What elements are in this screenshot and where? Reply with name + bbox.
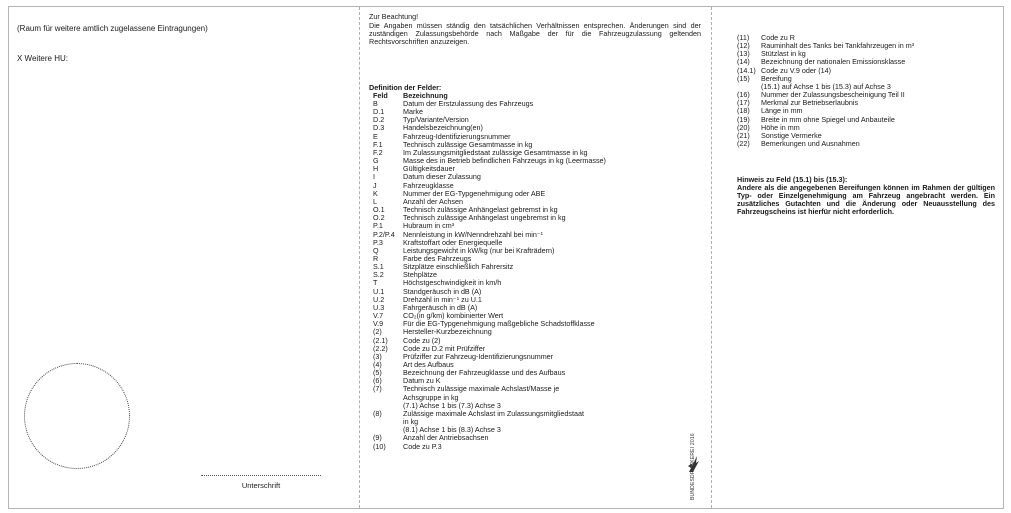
field-description: Technisch zulässige Anhängelast gebremst in kg <box>403 205 558 215</box>
field-row <box>369 443 689 451</box>
field-code: V.9 <box>373 319 384 329</box>
field-row <box>737 140 997 148</box>
field-description: Marke <box>403 107 423 117</box>
field-description: Höchstgeschwindigkeit in km/h <box>403 278 502 288</box>
field-description: Standgeräusch in dB (A) <box>403 286 482 296</box>
field-list-continued <box>737 34 997 148</box>
field-description: Code zu R <box>761 33 795 42</box>
field-description: Bemerkungen und Ausnahmen <box>761 139 860 149</box>
field-description: Technisch zulässige Anhängelast ungebremst in kg <box>403 213 566 223</box>
printer-imprint <box>686 402 700 502</box>
field-description: Rauminhalt des Tanks bei Tankfahrzeugen in m³ <box>761 41 915 51</box>
field-description: Im Zulassungsmitgliedstaat zulässige Gesamtmasse in kg <box>403 147 588 157</box>
middle-panel <box>361 7 709 508</box>
field-code: R <box>373 253 379 263</box>
field-description: Drehzahl in min⁻¹ zu U.1 <box>403 294 482 304</box>
field-code: S.1 <box>373 262 384 272</box>
field-description: Code zu (2) <box>403 335 441 345</box>
official-stamp-area <box>24 363 130 469</box>
field-description: Bezeichnung der Fahrzeugklasse und des Aufbaus <box>403 368 566 378</box>
field-description: (15.1) auf Achse 1 bis (15.3) auf Achse 3 <box>761 81 891 91</box>
field-description: Sonstige Vermerke <box>761 130 822 140</box>
field-code: E <box>373 131 378 141</box>
field-description: Anzahl der Achsen <box>403 196 463 206</box>
field-description: Nummer der EG-Typgenehmigung oder ABE <box>403 188 546 198</box>
field-description: Zulässige maximale Achslast im Zulassungsmitgliedstaat <box>403 408 584 418</box>
field-description: (8.1) Achse 1 bis (8.3) Achse 3 <box>403 425 501 435</box>
field-code: F.2 <box>373 147 383 157</box>
field-code: (11) <box>737 33 750 42</box>
definitions-heading: Definition der Felder: <box>369 83 442 92</box>
field-code: (18) <box>737 106 750 116</box>
field-code: P.1 <box>373 221 383 231</box>
field-column-header: Feld <box>373 91 388 100</box>
field-description: Code zu D.2 mit Prüfziffer <box>403 343 486 353</box>
field-description: Hersteller-Kurzbezeichnung <box>403 327 492 337</box>
field-code: (8) <box>373 408 382 418</box>
field-code: (12) <box>737 41 750 51</box>
field-code: L <box>373 196 377 206</box>
field-code: D.1 <box>373 107 385 117</box>
field-description: (7.1) Achse 1 bis (7.3) Achse 3 <box>403 400 501 410</box>
field-code: O.1 <box>373 205 385 215</box>
field-code: (16) <box>737 90 750 100</box>
signature-line <box>201 475 321 476</box>
field-description: Stehplätze <box>403 270 437 280</box>
space-note: (Raum für weitere amtlich zugelassene Eintragungen) <box>17 24 208 33</box>
field-code: (13) <box>737 49 750 59</box>
field-description: Prüfziffer zur Fahrzeug-Identifizierungsnummer <box>403 351 554 361</box>
right-panel <box>712 7 1003 508</box>
field-code: (17) <box>737 98 750 108</box>
field-code: (21) <box>737 130 750 140</box>
notice-heading: Zur Beachtung! <box>369 12 419 21</box>
field-code: P.2/P.4 <box>373 229 395 239</box>
signature-label: Unterschrift <box>241 481 281 490</box>
field-code: H <box>373 164 379 174</box>
field-description: Typ/Variante/Version <box>403 115 469 125</box>
field-description: Breite in mm ohne Spiegel und Anbauteile <box>761 114 895 124</box>
fold-line-left <box>359 7 360 508</box>
field-description: Datum der Erstzulassung des Fahrzeugs <box>403 99 534 108</box>
tire-note-text: Andere als die angegebenen Bereifungen können im Rahmen der gültigen Typ- oder Einzelgenehmigung am Fahrzeug angebracht werden. Ein zusätzliches Gutachten und die Änderung oder Neuausstellung des Fahrzeugscheins ist hierfür nicht erforderlich. <box>737 183 995 217</box>
field-description: Code zu P.3 <box>403 441 442 451</box>
field-code: B <box>373 99 378 108</box>
field-description: Nennleistung in kW/Nenndrehzahl bei min⁻¹ <box>403 229 544 239</box>
field-code: U.2 <box>373 294 385 304</box>
field-description: CO₂(in g/km) kombinierter Wert <box>403 311 504 321</box>
field-description: Fahrzeugklasse <box>403 180 454 190</box>
field-description: Bereifung <box>761 73 792 83</box>
field-description: Für die EG-Typgenehmigung maßgebliche Schadstoffklasse <box>403 319 595 329</box>
field-code: U.3 <box>373 302 385 312</box>
field-description: Technisch zulässige maximale Achslast/Masse je <box>403 384 560 394</box>
field-description: Anzahl der Antriebsachsen <box>403 433 489 443</box>
field-description: Merkmal zur Betriebserlaubnis <box>761 98 859 108</box>
field-code: (15) <box>737 73 750 83</box>
field-code: T <box>373 278 378 288</box>
field-code: (2.1) <box>373 335 388 345</box>
field-description: Nummer der Zulassungsbescheinigung Teil II <box>761 90 905 100</box>
field-code: (2) <box>373 327 382 337</box>
field-code <box>369 418 403 426</box>
field-code: (6) <box>373 376 382 386</box>
field-code: S.2 <box>373 270 384 280</box>
field-code: D.3 <box>373 123 385 133</box>
weitere-hu-label: X Weitere HU: <box>17 54 68 63</box>
left-panel <box>9 7 359 508</box>
definitions-table <box>369 100 689 451</box>
field-code: G <box>373 156 379 166</box>
field-description: Bezeichnung der nationalen Emissionsklasse <box>761 57 906 67</box>
field-code: J <box>373 180 377 190</box>
field-description: Stützlast in kg <box>761 49 806 59</box>
field-description: Art des Aufbaus <box>403 360 454 369</box>
field-code: K <box>373 188 378 198</box>
field-description: in kg <box>403 417 419 427</box>
field-description: Sitzplätze einschließlich Fahrersitz <box>403 262 514 272</box>
field-code: (19) <box>737 114 750 124</box>
field-code: (10) <box>373 441 386 451</box>
field-code: F.1 <box>373 139 383 149</box>
printer-imprint-text: BUNDESDRUCKEREI 2016 <box>690 433 696 500</box>
field-code: (4) <box>373 360 382 369</box>
description-column-header: Bezeichnung <box>403 91 448 100</box>
field-code: (2.2) <box>373 343 388 353</box>
field-code: (14) <box>737 57 750 67</box>
field-description: Achsgruppe in kg <box>403 392 459 402</box>
field-description: Datum dieser Zulassung <box>403 172 481 182</box>
field-description: Handelsbezeichnung(en) <box>403 123 483 133</box>
field-description: Datum zu K <box>403 376 441 386</box>
field-code: (7) <box>373 384 382 394</box>
field-description: Länge in mm <box>761 106 803 116</box>
notice-paragraph: Die Angaben müssen ständig den tatsächlichen Verhältnissen entsprechen. Änderungen sind der zuständigen Zulassungsbehörde nach Maßgabe der für die Fahrzeugzulassung geltenden Rechtsvorschriften anzuzeigen. <box>369 21 701 47</box>
field-code <box>369 394 403 402</box>
field-description: Gültigkeitsdauer <box>403 164 455 174</box>
field-code: Q <box>373 245 379 255</box>
field-code: (3) <box>373 351 382 361</box>
field-code: (5) <box>373 368 382 378</box>
field-description: Kraftstoffart oder Energiequelle <box>403 237 503 247</box>
field-description: Farbe des Fahrzeugs <box>403 253 472 263</box>
registration-document-sheet <box>8 6 1004 509</box>
field-description: Höhe in mm <box>761 122 800 132</box>
field-code: O.2 <box>373 213 385 223</box>
field-description: Masse des in Betrieb befindlichen Fahrzeugs in kg (Leermasse) <box>403 156 606 166</box>
field-description: Technisch zulässige Gesamtmasse in kg <box>403 139 533 149</box>
field-code: U.1 <box>373 286 385 296</box>
field-description: Fahrgeräusch in dB (A) <box>403 302 478 312</box>
field-code: V.7 <box>373 311 384 321</box>
field-code: D.2 <box>373 115 385 125</box>
field-code: (20) <box>737 122 750 132</box>
tire-note-heading: Hinweis zu Feld (15.1) bis (15.3): <box>737 175 848 184</box>
field-description: Code zu V.9 oder (14) <box>761 65 832 75</box>
field-code: (22) <box>737 139 750 149</box>
field-code: I <box>373 172 375 182</box>
field-code: (9) <box>373 433 382 443</box>
field-description: Fahrzeug-Identifizierungsnummer <box>403 131 511 141</box>
field-description: Hubraum in cm³ <box>403 221 455 231</box>
field-code: P.3 <box>373 237 383 247</box>
field-code: (14.1) <box>737 65 756 75</box>
field-description: Leistungsgewicht in kW/kg (nur bei Krafträdern) <box>403 245 555 255</box>
